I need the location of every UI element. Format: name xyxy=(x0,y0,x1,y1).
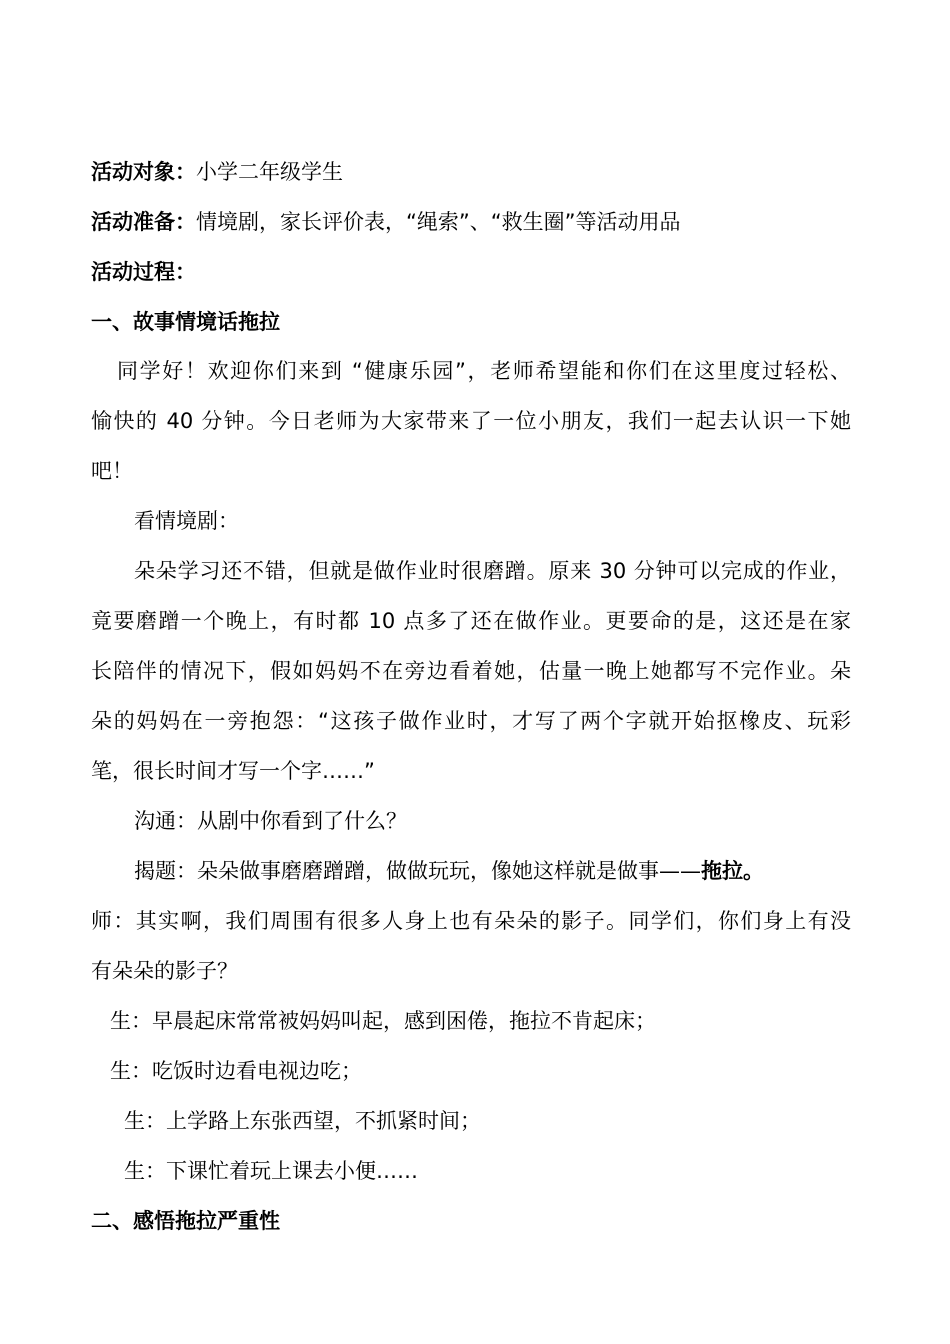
student-answer-3: 生：上学路上东张西望，不抓紧时间； xyxy=(124,1109,481,1133)
teacher-line-2: 有朵朵的影子？ xyxy=(91,959,238,983)
activity-prep-label: 活动准备： xyxy=(91,210,196,234)
student-answer-4: 生：下课忙着玩上课去小便…… xyxy=(124,1159,418,1183)
story-line-1: 朵朵学习还不错，但就是做作业时很磨蹭。原来 30 分钟可以完成的作业， xyxy=(134,559,851,583)
story-line-4: 朵的妈妈在一旁抱怨：“这孩子做作业时，才写了两个字就开始抠橡皮、玩彩 xyxy=(91,709,851,733)
activity-object-line xyxy=(91,157,343,187)
intro-line-1: 同学好！欢迎你们来到 “健康乐园”，老师希望能和你们在这里度过轻松、 xyxy=(117,359,851,383)
story-line-3: 长陪伴的情况下，假如妈妈不在旁边看着她，估量一晚上她都写不完作业。朵 xyxy=(91,659,851,683)
discuss-line: 沟通：从剧中你看到了什么？ xyxy=(134,809,407,833)
activity-prep-line xyxy=(91,207,681,237)
student-answer-2: 生：吃饭时边看电视边吃； xyxy=(110,1059,362,1083)
story-line-5: 笔，很长时间才写一个字……” xyxy=(91,759,375,783)
activity-prep-value: 情境剧，家长评价表，“绳索”、“救生圈”等活动用品 xyxy=(196,210,681,234)
student-answer-1: 生：早晨起床常常被妈妈叫起，感到困倦，拖拉不肯起床； xyxy=(110,1009,656,1033)
reveal-text: 揭题：朵朵做事磨磨蹭蹭，做做玩玩，像她这样就是做事—— xyxy=(134,859,701,883)
activity-object-value: 小学二年级学生 xyxy=(196,160,343,184)
activity-process-label: 活动过程： xyxy=(91,260,196,284)
story-line-2: 竟要磨蹭一个晚上，有时都 10 点多了还在做作业。更要命的是，这还是在家 xyxy=(91,609,851,633)
reveal-line xyxy=(134,856,764,886)
teacher-line-1: 师：其实啊，我们周围有很多人身上也有朵朵的影子。同学们，你们身上有没 xyxy=(91,909,851,933)
reveal-keyword: 拖拉。 xyxy=(701,859,764,883)
watch-play-line: 看情境剧： xyxy=(134,509,239,533)
section-heading-1: 一、故事情境话拖拉 xyxy=(91,310,280,334)
intro-line-3: 吧！ xyxy=(91,459,133,483)
intro-line-2: 愉快的 40 分钟。今日老师为大家带来了一位小朋友，我们一起去认识一下她 xyxy=(91,409,851,433)
activity-object-label: 活动对象： xyxy=(91,160,196,184)
section-heading-2: 二、感悟拖拉严重性 xyxy=(91,1209,280,1233)
